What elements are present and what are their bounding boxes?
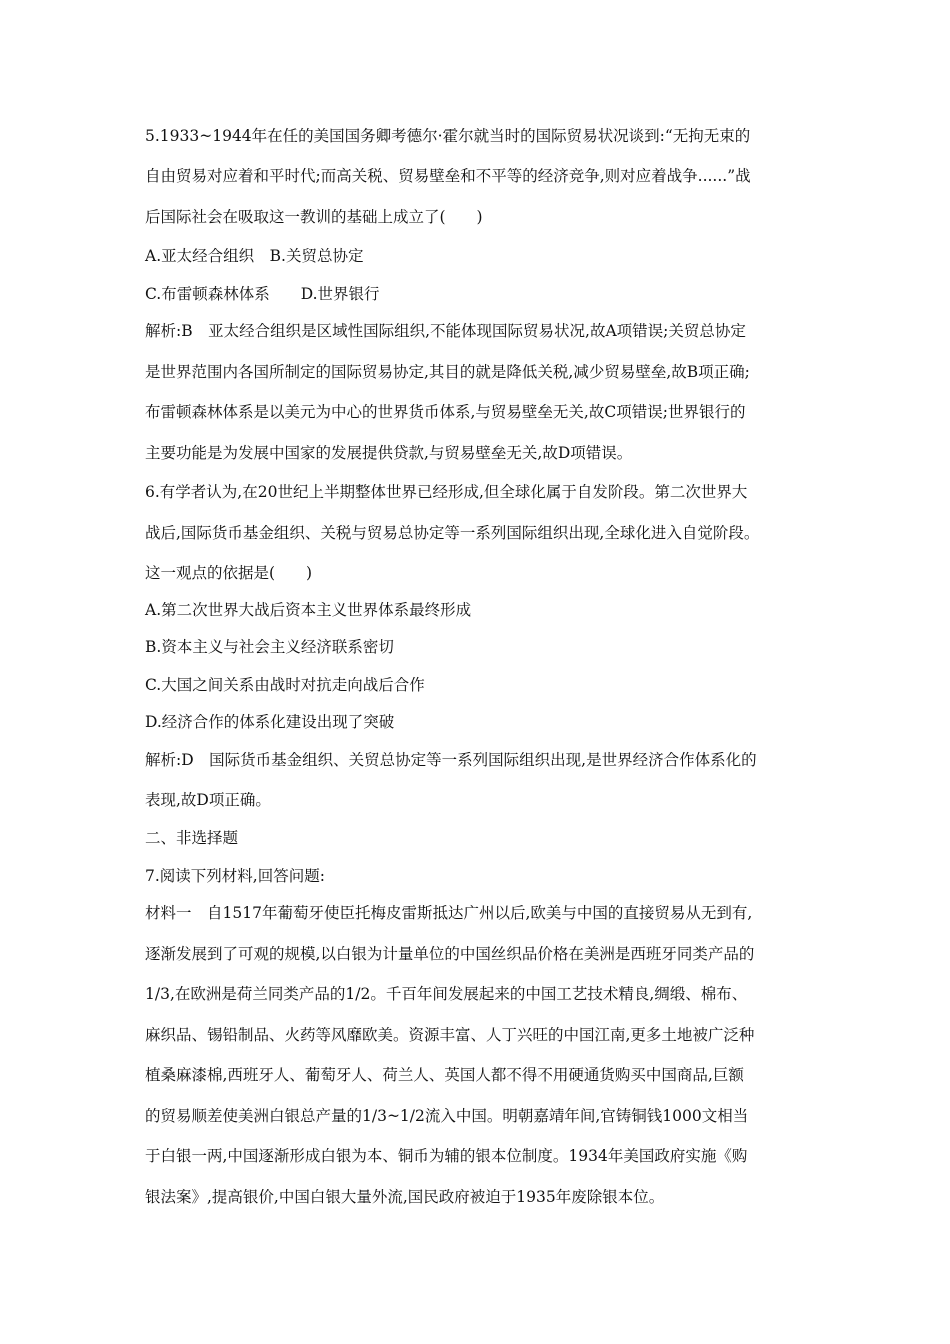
q7-material-line-6: 的贸易顺差使美洲白银总产量的1/3~1/2流入中国。明朝嘉靖年间,官铸铜钱1000文相当: [145, 1107, 749, 1125]
q6-stem-line-1: 6.有学者认为,在20世纪上半期整体世界已经形成,但全球化属于自发阶段。第二次世界大: [145, 483, 748, 501]
q7-material-line-4: 麻织品、锡铅制品、火药等风靡欧美。资源丰富、人丁兴旺的中国江南,更多土地被广泛种: [145, 1026, 755, 1044]
section-title: 二、非选择题: [145, 829, 239, 847]
q5-stem-line-1: 5.1933~1944年在任的美国国务卿考德尔·霍尔就当时的国际贸易状况谈到:“无拘无束的: [145, 127, 751, 145]
q7-material-line-3: 1/3,在欧洲是荷兰同类产品的1/2。千百年间发展起来的中国工艺技术精良,绸缎、棉布、: [145, 985, 748, 1003]
q6-option-d: D.经济合作的体系化建设出现了突破: [145, 713, 395, 731]
q7-material-line-7: 于白银一两,中国逐渐形成白银为本、铜币为辅的银本位制度。1934年美国政府实施《购: [145, 1147, 748, 1165]
q6-stem-line-3: 这一观点的依据是( ): [145, 564, 313, 582]
q5-options-cd: C.布雷顿森林体系 D.世界银行: [145, 285, 380, 303]
q6-stem-line-2: 战后,国际货币基金组织、关税与贸易总协定等一系列国际组织出现,全球化进入自觉阶段。: [145, 524, 760, 542]
q5-analysis-line-4: 主要功能是为发展中国家的发展提供贷款,与贸易壁垒无关,故D项错误。: [145, 444, 633, 462]
q5-analysis-line-2: 是世界范围内各国所制定的国际贸易协定,其目的就是降低关税,减少贸易壁垒,故B项正确;: [145, 363, 750, 381]
q6-option-a: A.第二次世界大战后资本主义世界体系最终形成: [145, 601, 472, 619]
q6-analysis-line-1: 解析:D 国际货币基金组织、关贸总协定等一系列国际组织出现,是世界经济合作体系化的: [145, 751, 757, 769]
q6-analysis-line-2: 表现,故D项正确。: [145, 791, 271, 809]
q5-options-ab: A.亚太经合组织 B.关贸总协定: [145, 247, 364, 265]
q6-option-c: C.大国之间关系由战时对抗走向战后合作: [145, 676, 425, 694]
q7-material-line-5: 植桑麻漆棉,西班牙人、葡萄牙人、荷兰人、英国人都不得不用硬通货购买中国商品,巨额: [145, 1066, 744, 1084]
q7-material-line-2: 逐渐发展到了可观的规模,以白银为计量单位的中国丝织品价格在美洲是西班牙同类产品的: [145, 945, 755, 963]
q5-analysis-line-1: 解析:B 亚太经合组织是区域性国际组织,不能体现国际贸易状况,故A项错误;关贸总协定: [145, 322, 746, 340]
q5-analysis-line-3: 布雷顿森林体系是以美元为中心的世界货币体系,与贸易壁垒无关,故C项错误;世界银行的: [145, 403, 746, 421]
q5-stem-line-2: 自由贸易对应着和平时代;而高关税、贸易壁垒和不平等的经济竞争,则对应着战争......”战: [145, 167, 751, 185]
q6-option-b: B.资本主义与社会主义经济联系密切: [145, 638, 394, 656]
q7-stem: 7.阅读下列材料,回答问题:: [145, 867, 325, 885]
q5-stem-line-3: 后国际社会在吸取这一教训的基础上成立了( ): [145, 208, 483, 226]
q7-material-line-1: 材料一 自1517年葡萄牙使臣托梅皮雷斯抵达广州以后,欧美与中国的直接贸易从无到有,: [145, 904, 753, 922]
q7-material-line-8: 银法案》,提高银价,中国白银大量外流,国民政府被迫于1935年废除银本位。: [145, 1188, 665, 1206]
